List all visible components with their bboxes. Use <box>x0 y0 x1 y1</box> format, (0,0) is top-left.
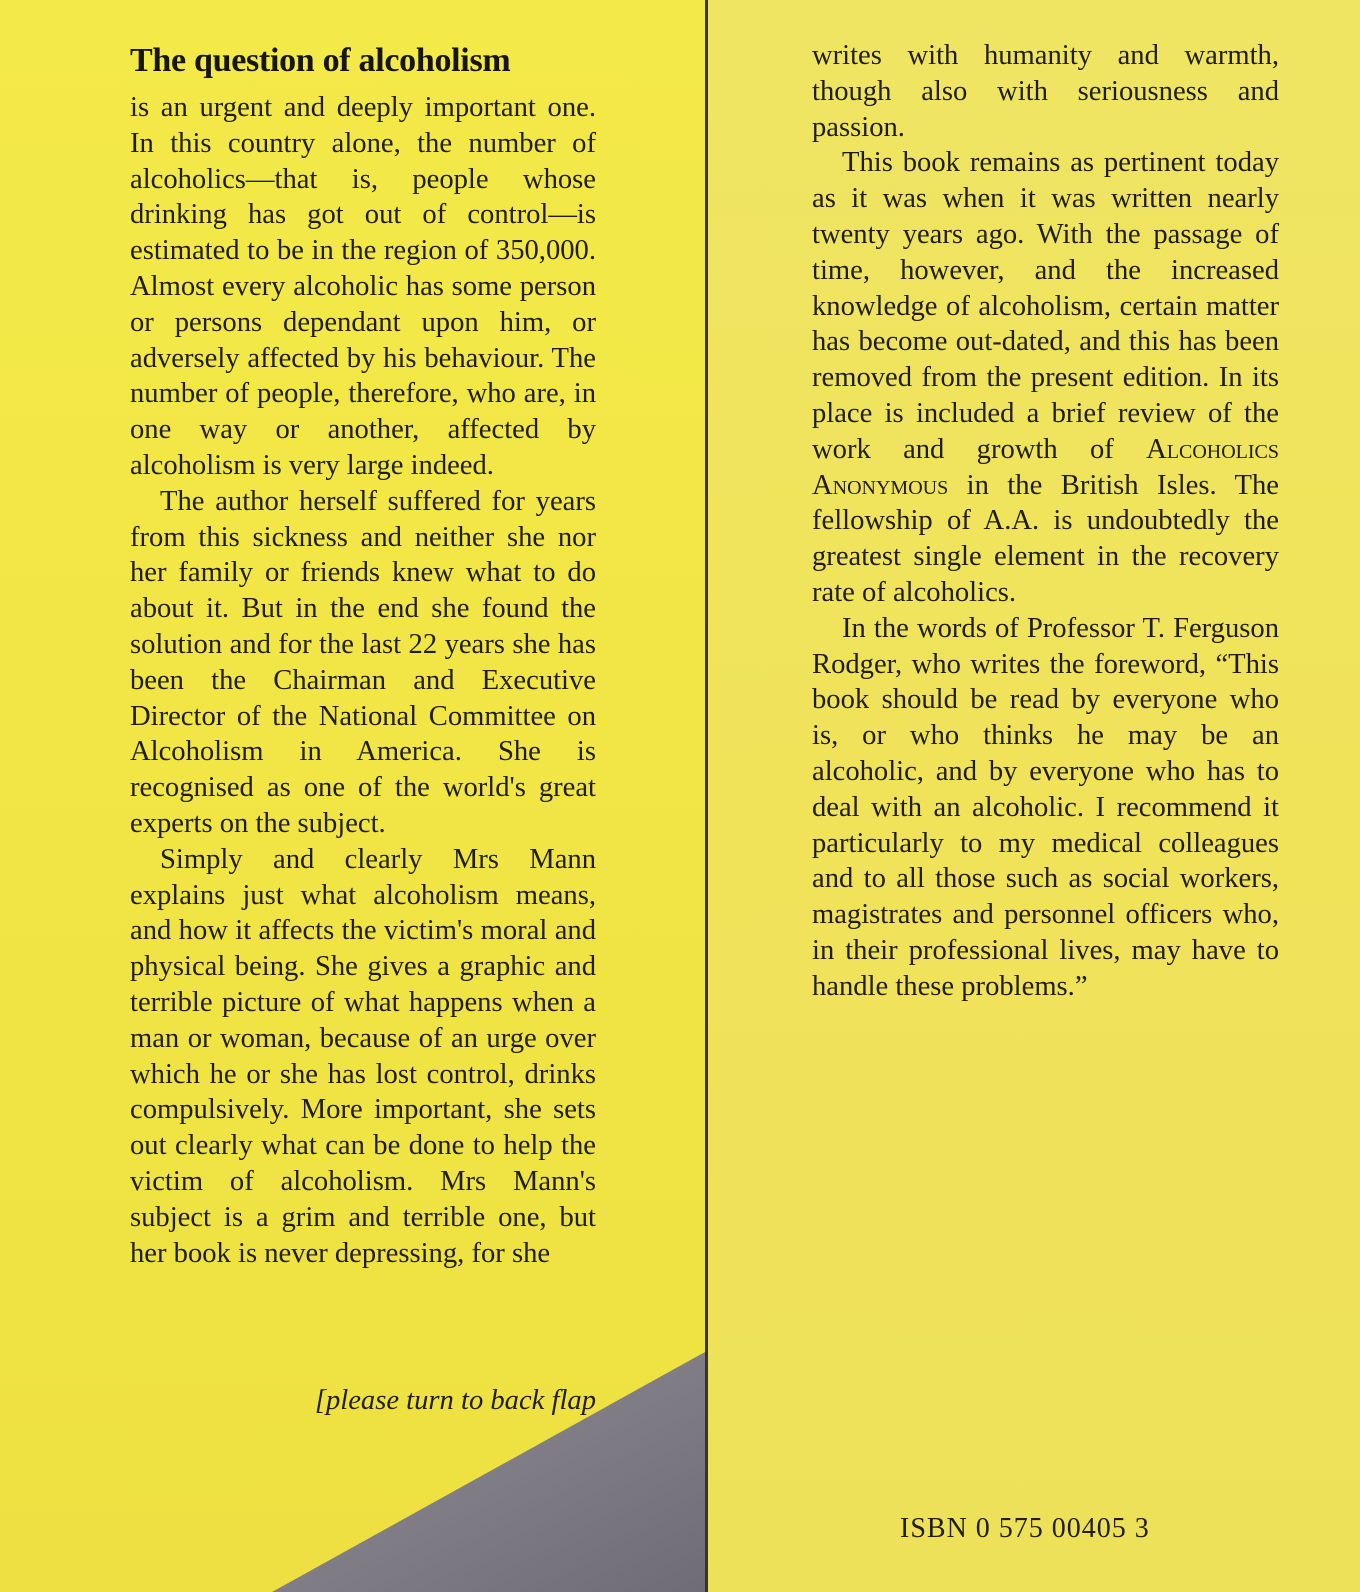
paragraph: The author herself suffered for years from this sickness and neither she nor her family or friends knew what to do about it. But in the end she found the solution and for the last 22 years she has been the Chairman and Executive Director of the National Committee on Alcoholism in America. She is recognised as one of the world's great experts on the subject. <box>130 485 596 839</box>
organisation-name: Alcoholics Anonymous <box>812 433 1279 501</box>
paragraph: writes with humanity and warmth, though also with seriousness and passion. <box>812 40 1279 143</box>
isbn: ISBN 0 575 00405 3 <box>900 1513 1150 1544</box>
paragraph: Simply and clearly Mrs Mann explains just what alcoholism means, and how it affects the victim's moral and physical being. She gives a graphic and terrible picture of what happens when a man or woman, because of an urge over which he or she has lost control, drinks compulsively. More important, she sets out clearly what can be done to help the victim of alcoholism. Mrs Mann's subject is a grim and terrible one, but her book is never depressing, for she <box>130 843 596 1269</box>
text-segment: This book remains as pertinent today as it was when it was written nearly twenty years ago. With the passage of time, however, and the increased knowledge of alcoholism, certain matter has become out-dated, and this has been removed from the present edition. In its place is included a brief review of the work and growth of <box>812 147 1279 465</box>
paragraph: In the words of Professor T. Ferguson Rodger, who writes the foreword, “This book should be read by everyone who is, or who thinks he may be an alcoholic, and by everyone who has to deal with an alcoholic. I recommend it particularly to my medical colleagues and to all those such as social workers, magistrates and personnel officers who, in their professional lives, may have to handle these problems.” <box>812 612 1279 1002</box>
text-segment: in the British Isles. The fellowship of A.A. is undoubtedly the greatest single element in the recovery rate of alcoholics. <box>812 469 1279 608</box>
continuation-note: [please turn to back flap <box>314 1385 596 1416</box>
back-flap-text <box>812 38 1279 1005</box>
paragraph: is an urgent and deeply important one. In this country alone, the number of alcoholics—that is, people whose drinking has got out of control—is estimated to be in the region of 350,000. Almost every alcoholic has some person or persons dependant upon him, or adversely affected by his behaviour. The number of people, therefore, who are, in one way or another, affected by alcoholism is very large indeed. <box>130 92 596 481</box>
front-flap-text <box>130 90 596 1271</box>
heading: The question of alcoholism <box>130 42 511 79</box>
paragraph <box>812 145 1279 610</box>
